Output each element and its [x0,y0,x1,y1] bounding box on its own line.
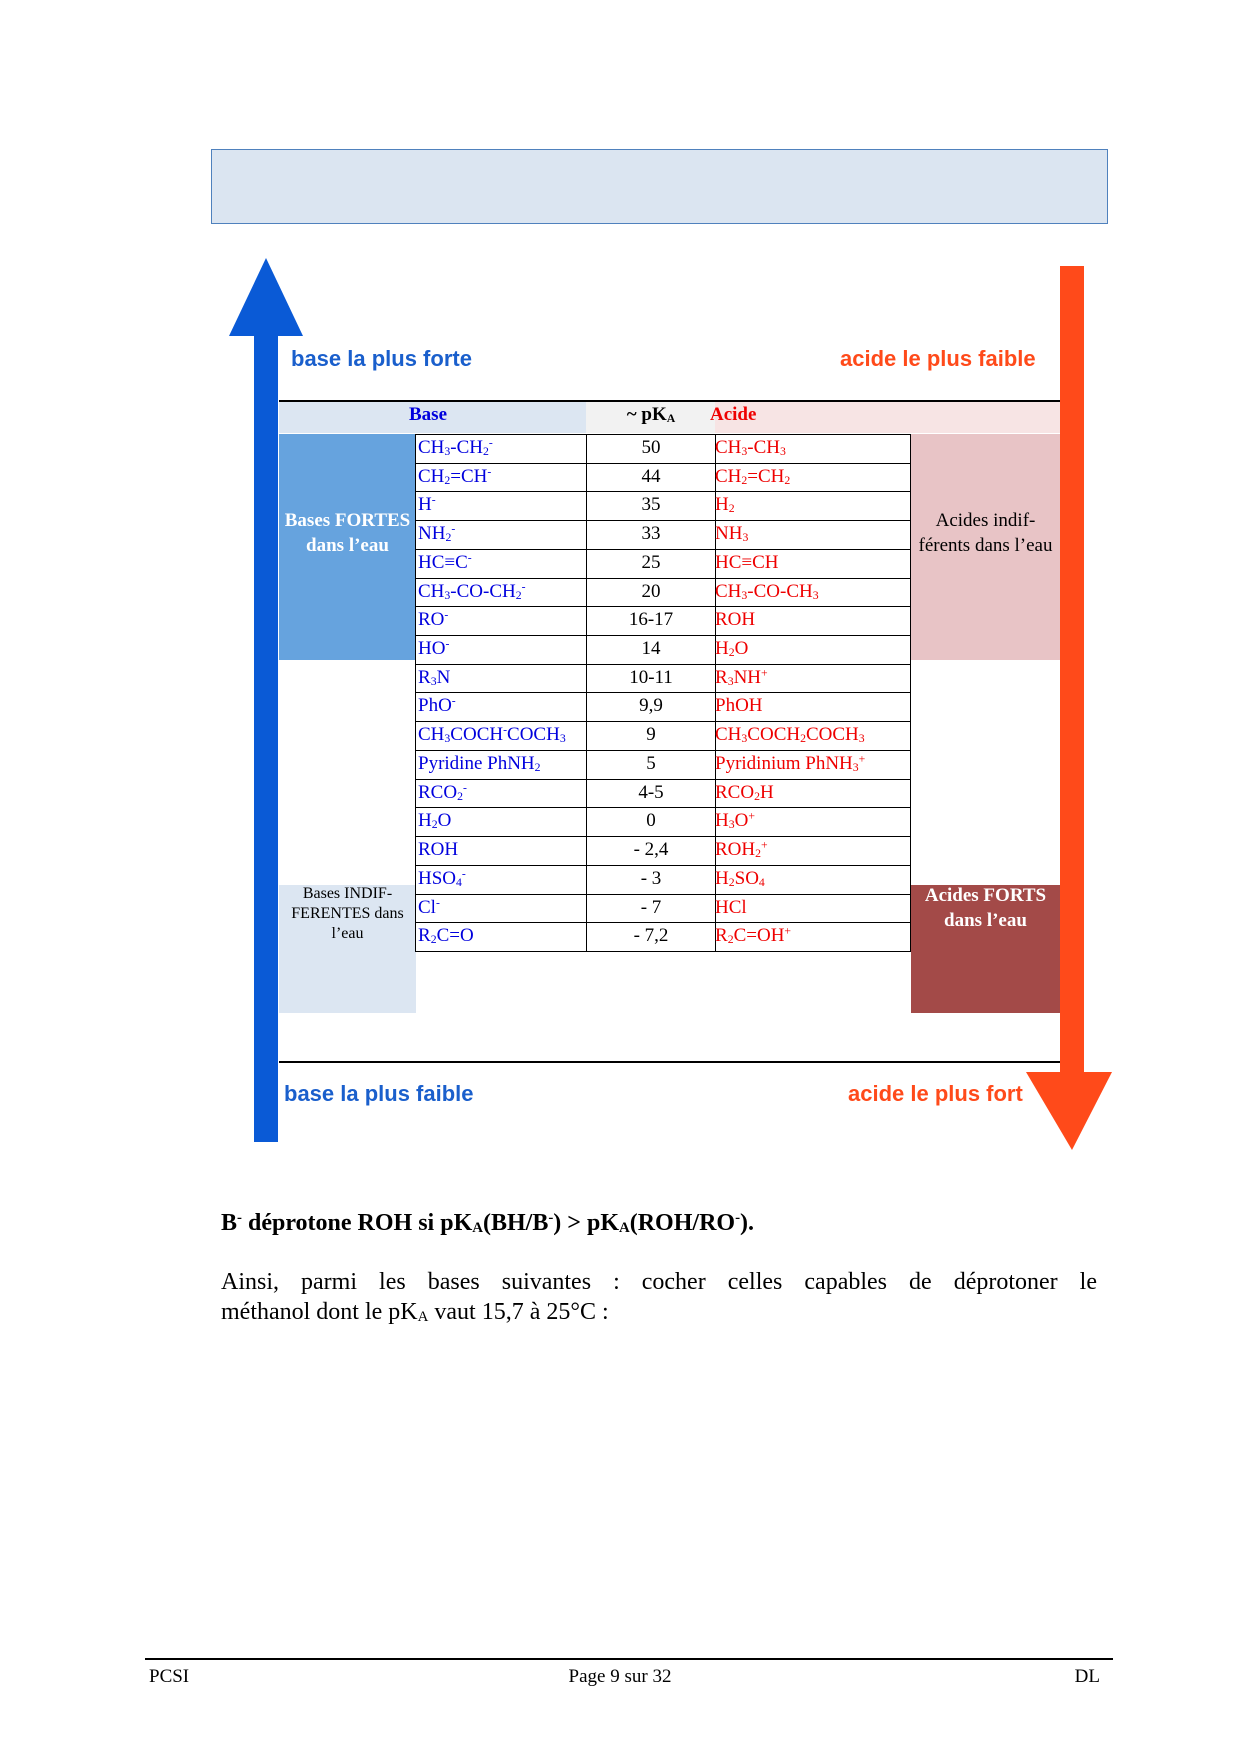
acid-cell: PhOH [715,695,763,717]
question-paragraph: Ainsi, parmi les bases suivantes : cocher celles capables de déprotoner le méthanol dont le $pK_A$ vaut 15,7 à 25°C : [221,1269,1097,1326]
footer-right: DL [1074,1666,1100,1687]
acid-cell: $R_2C=OH^+$ [715,924,792,947]
pka-cell: 44 [641,465,661,487]
footer-left: PCSI [149,1666,190,1687]
base-cell: Pyridine PhNH$_2$ [418,752,541,774]
table-grid-line [415,951,911,952]
base-cell: HC≡C- [418,551,472,573]
acid-cell: ROH [715,609,756,631]
acid-cell: $H_2O$ [715,638,749,660]
acid-strength-arrow [1026,266,1112,1150]
pka-cell: - 2,4 [633,839,669,861]
pka-cell: 35 [641,494,661,516]
pka-cell: 33 [641,523,661,545]
acid-cell: $H_2SO_4$ [715,867,765,889]
group-bases-fortes: Bases FORTES dans l’eau [284,510,411,556]
label-acid-strong: acide le plus fort [848,1081,1023,1106]
acid-cell: $ROH_2^+$ [715,838,768,861]
footer-center: Page 9 sur 32 [568,1666,672,1687]
acid-cell: $NH_3$ [715,523,749,545]
base-cell: $R_2C=O$ [418,925,474,947]
table-grid-line [910,434,911,952]
pka-cell: 9,9 [639,695,663,717]
header-acid: Acide [710,404,757,425]
acid-cell: HCl [715,896,747,918]
base-cell: $H_2O$ [418,810,452,832]
base-cell: $CH_3COCH^-COCH_3$ [418,723,566,746]
base-cell: H- [418,493,436,516]
acid-cell: $H_3O^+$ [715,809,755,832]
acid-cell: Pyridinium PhNH$_3$+ [715,752,866,774]
base-cell: Cl- [418,896,440,918]
base-cell: RO- [418,608,449,631]
table-grid-line [415,434,416,952]
base-cell: $RCO_2^-$ [418,781,467,803]
acid-cell: $CH_3COCH_2COCH_3$ [715,724,865,746]
group-bases-indif: Bases INDIF-FERENTES dans l’eau [291,885,404,942]
base-cell: $HSO_4^-$ [418,867,466,889]
pka-cell: 16-17 [628,609,674,631]
pka-cell: 5 [646,752,656,774]
label-acid-weak: acide le plus faible [840,346,1036,371]
base-cell: $CH_2=CH^-$ [418,465,492,487]
base-cell: $R_3N$ [418,666,451,688]
acid-cell: HC≡CH [715,551,779,573]
acid-cell: $CH_2=CH_2$ [715,465,791,487]
header-pka: ~ $pK_A$ [626,404,676,425]
label-base-weak: base la plus faible [284,1081,474,1106]
table-grid-line [586,434,587,952]
acid-cell: $RCO_2H$ [715,781,774,803]
pka-cell: 50 [641,437,661,458]
pka-cell: 14 [641,638,661,660]
pka-cell: 0 [646,810,656,832]
base-cell: $CH_3-CO-CH_2^-$ [418,580,526,602]
base-cell: $NH_2^-$ [418,522,456,545]
pka-cell: 9 [646,724,656,746]
base-strength-arrow [229,258,303,1142]
pka-cell: 4-5 [638,781,664,803]
base-cell: $CH_3-CH_2^-$ [418,436,493,458]
pka-cell: - 7 [640,896,662,918]
acid-cell: $CH_3-CO-CH_3$ [715,580,819,602]
base-cell: HO- [418,637,450,660]
acid-cell: $CH_3-CH_3$ [715,437,786,458]
label-base-strong: base la plus forte [291,346,472,371]
base-cell: ROH [418,839,459,861]
acid-cell: $R_3NH^+$ [715,666,768,688]
pka-cell: 25 [641,551,661,573]
pka-cell: 20 [641,580,661,602]
rule-line: B- déprotone ROH si $pK_A(BH/B^-) > pK_A(ROH/RO^-)$. [221,1209,755,1237]
header-base: Base [409,404,447,425]
group-acides-forts: Acides FORTS dans l’eau [924,885,1047,931]
base-cell: PhO- [418,695,456,717]
group-acides-indif: Acides indif-férents dans l’eau [918,510,1053,556]
pka-cell: 10-11 [629,666,673,688]
pka-cell: - 7,2 [633,925,669,947]
footer-rule [145,1658,1113,1660]
pka-cell: - 3 [640,867,662,889]
acid-cell: $H_2$ [715,494,735,516]
